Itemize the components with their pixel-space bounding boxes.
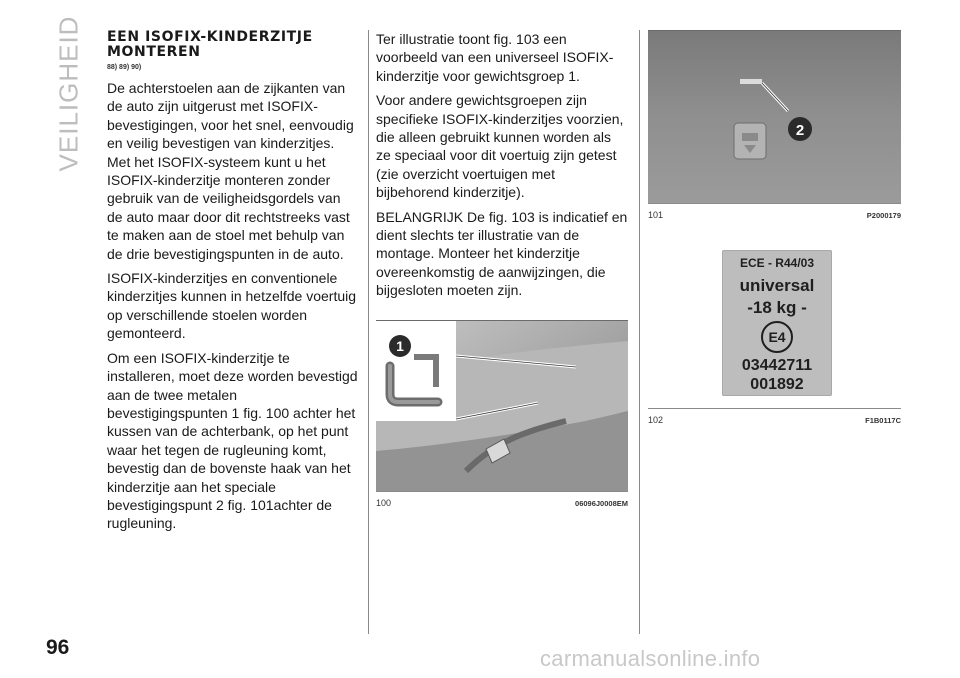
figure-102-caption [648,408,901,425]
paragraph: Om een ISOFIX-kinderzitje te installeren, moet deze worden bevestigd aan de twee metalen bevestigingspunten 1 fig. 100 achter het kussen van de achterbank, op het punt waar het tegen de rugleuning komt, bevestig dan de bovenste haak van het kinderzitje aan het speciale bevestigingspunt 2 fig. 101achter de rugleuning. [107,349,358,532]
top-tether-illustration [648,31,901,203]
section-title: VEILIGHEID [53,15,84,171]
figure-101-caption [648,203,901,220]
callout-number: 1 [396,338,404,354]
approval-serial: 001892 [750,376,804,393]
figure-100-image [376,320,628,491]
figure-101 [648,30,901,220]
approval-category: universal [739,276,815,295]
heading-line-1: EEN ISOFIX-KINDERZITJE [107,29,313,45]
figure-102 [648,238,901,425]
watermark: carmanualsonline.info [540,646,761,671]
paragraph: De achterstoelen aan de zijkanten van de auto zijn uitgerust met ISOFIX-bevestigingen, voor het snel, eenvoudig en veilig bevestigen van kinderzitjes. Met het ISOFIX-systeem kunt u het ISOFIX-kinderzitje monteren zonder gebruik van de veiligheidsgordels van de auto maar door dit rechtstreeks vast te maken aan de stoel met behulp van de drie bevestigingspunten in de auto. [107,80,354,262]
section-heading [107,30,359,60]
approval-weight-range: -18 kg - [747,298,807,317]
seat-anchor-illustration [376,321,628,491]
column-2 [376,30,628,306]
paragraph: Voor andere gewichtsgroepen zijn specifieke ISOFIX-kinderzitjes voorzien, die alleen gebruikt kunnen worden als ze speciaal voor dit voertuig zijn getest (zie overzicht voertuigen met bijbehorend kinderzitje). [376,92,624,201]
figure-number: 101 [648,210,664,220]
approval-e-mark: E4 [761,321,793,353]
column-divider [639,30,640,634]
paragraph: Ter illustratie toont fig. 103 een voorbeeld van een universeel ISOFIX-kinderzitje voor gewichtsgroep 1. [376,31,614,84]
approval-number: 03442711 [741,357,813,374]
paragraph: ISOFIX-kinderzitjes en conventionele kinderzitjes kunnen in hetzelfde voertuig op verschillende stoelen worden gemonteerd. [107,270,357,342]
figure-number: 102 [648,415,664,425]
approval-label [722,250,832,396]
figure-code: P2000179 [866,210,901,220]
figure-number: 100 [376,498,392,508]
figure-102-image [648,238,901,408]
figure-code: 06096J0008EM [575,498,628,508]
paragraph: BELANGRIJK De fig. 103 is indicatief en dient slechts ter illustratie van de montage. Monteer het kinderzitje overeenkomstig de aanwijzingen, die bijgesloten moeten zijn. [376,208,628,299]
column-divider [368,30,369,634]
column-1 [107,30,359,539]
heading-line-2: MONTEREN [107,44,201,60]
section-side-tab [52,15,86,171]
figure-100-caption [376,491,628,508]
warning-references: 88) 89) 90) [107,64,142,71]
figure-code: F1B0117C [865,415,901,425]
callout-number: 2 [795,122,805,139]
page-number: 96 [46,636,70,659]
figure-101-image [648,30,901,203]
approval-standard: ECE - R44/03 [739,256,815,270]
figure-100 [376,320,628,508]
